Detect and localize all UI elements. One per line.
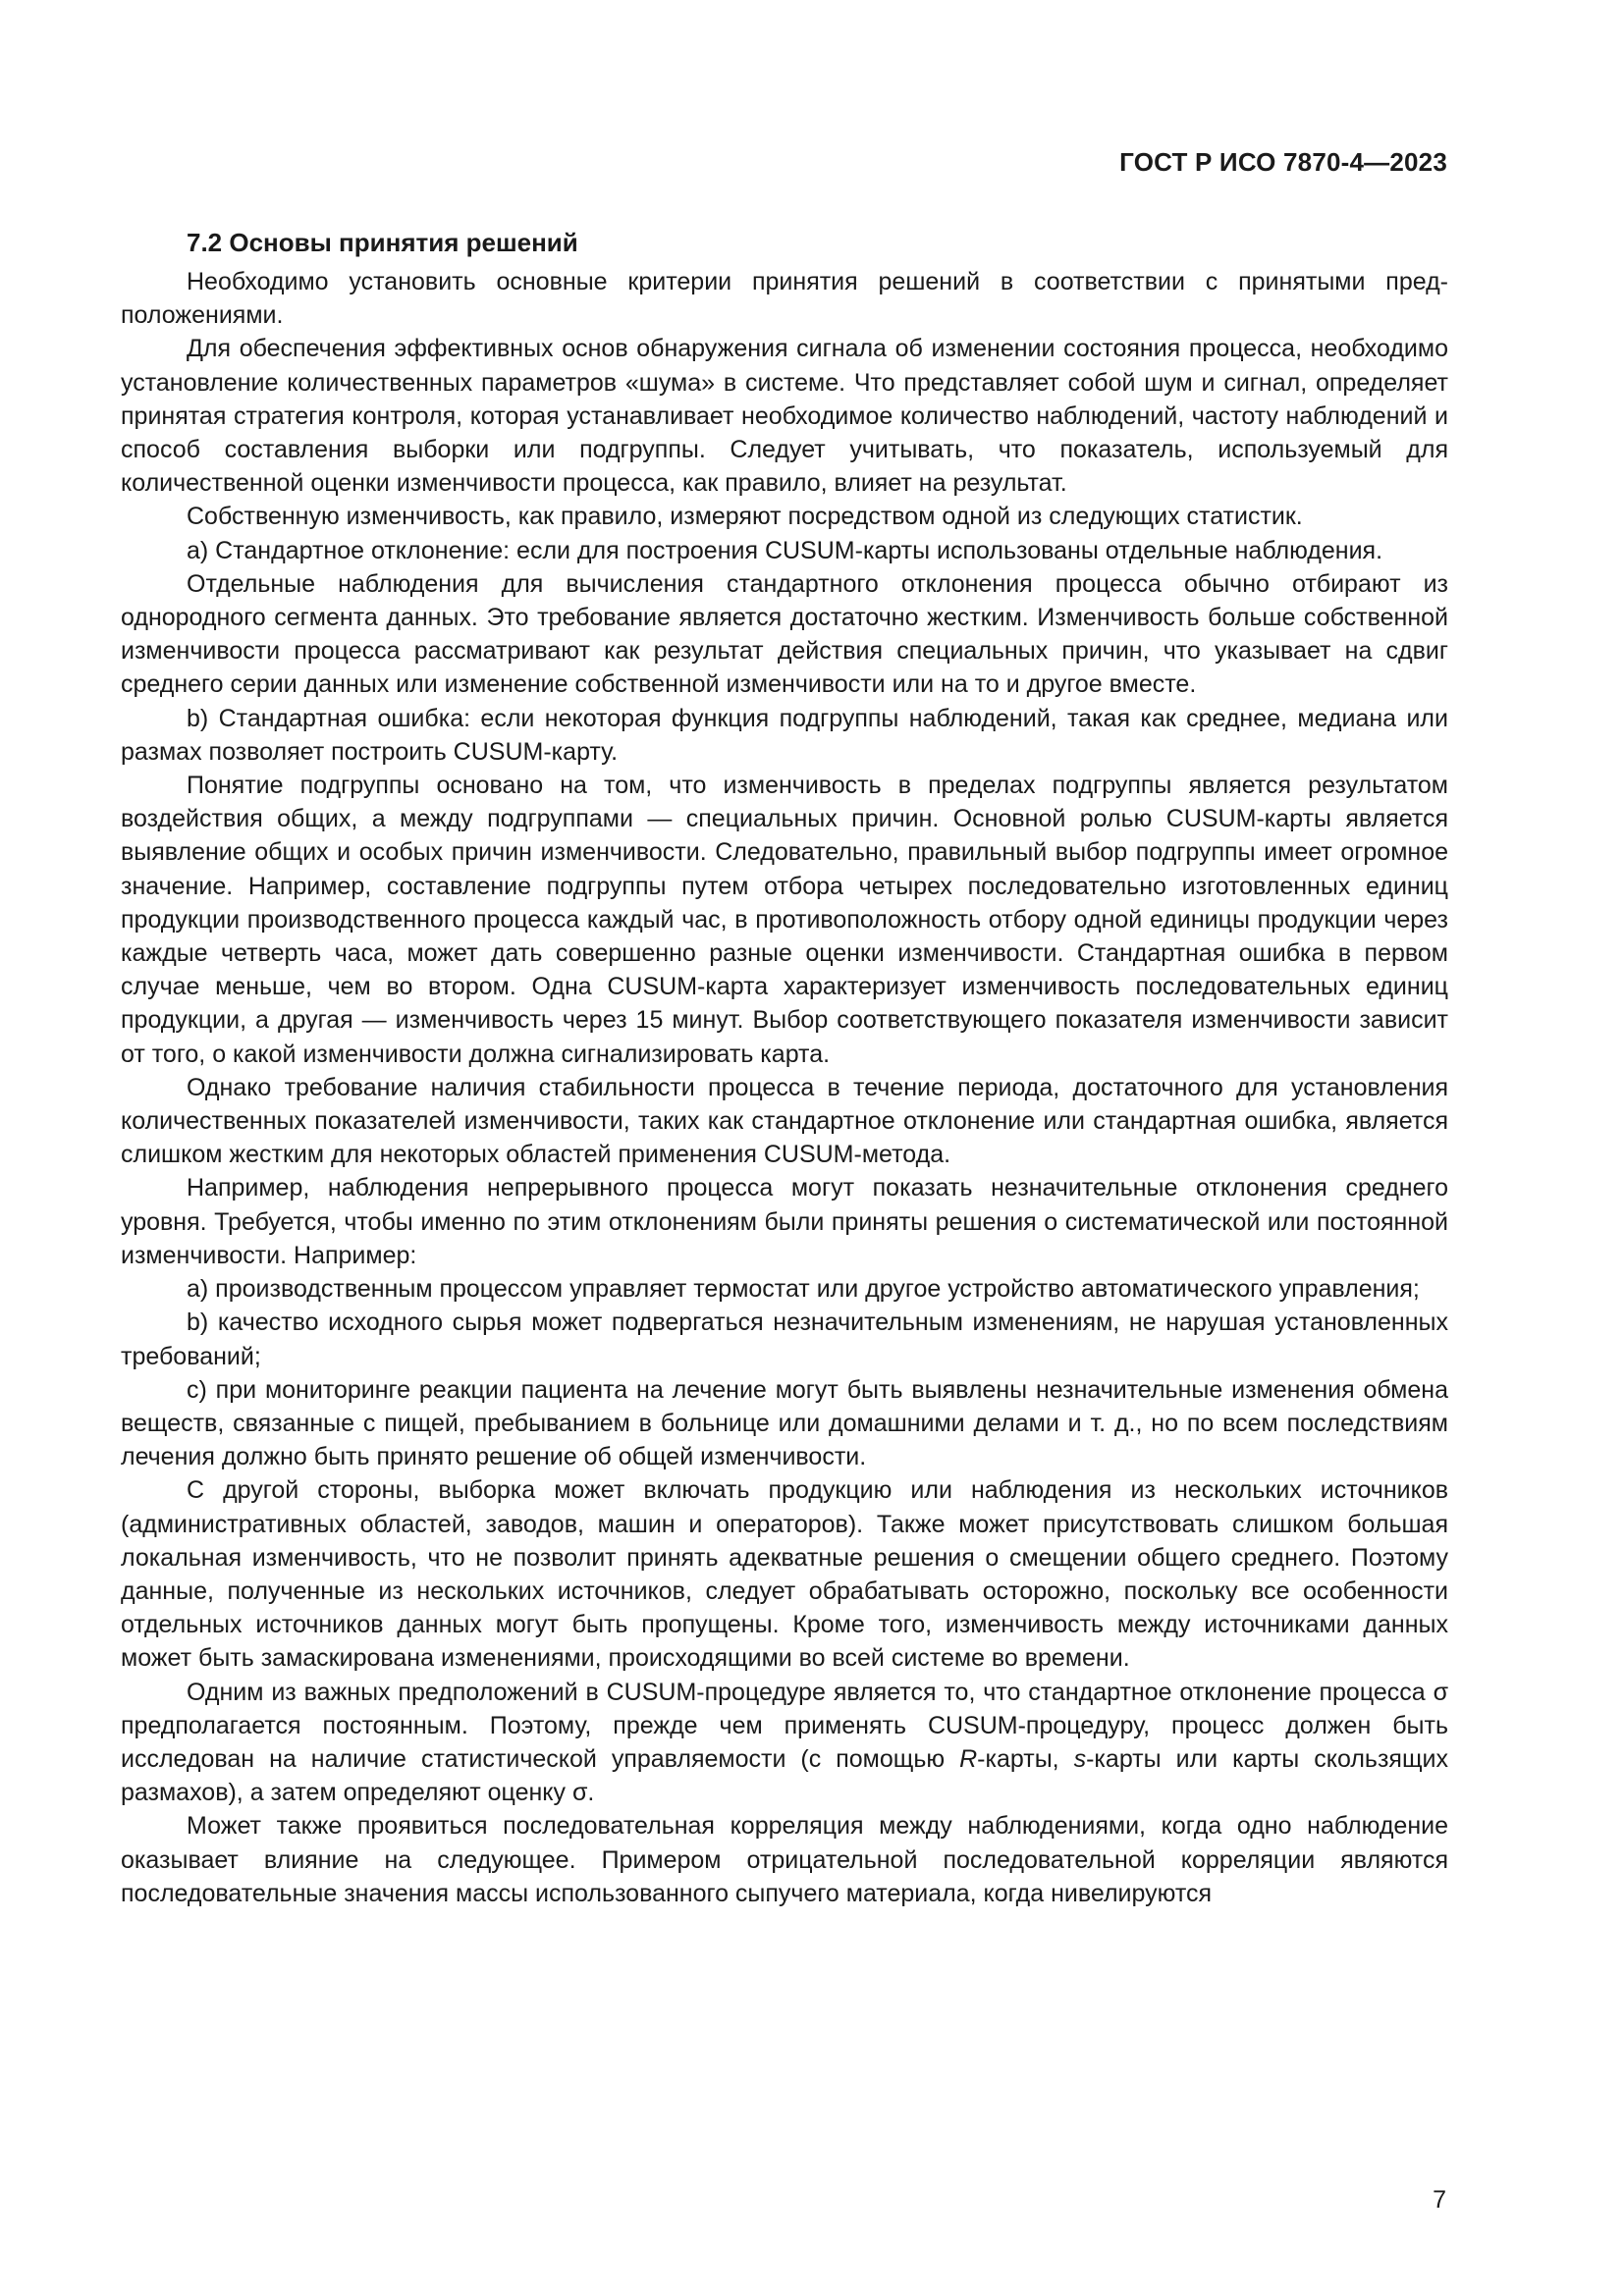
list-item-a: а) Стандартное отклонение: если для построения CUSUM-карты использованы отдельные наблюдения. bbox=[187, 536, 1383, 564]
document-body bbox=[121, 226, 1448, 1910]
paragraph: Например, наблюдения непрерывного процесса могут показать незначительные отклонения среднего уровня. Требуется, чтобы именно по этим отклонениям были приняты решения о систематической или постоянной изменчивости. Например: bbox=[121, 1174, 1448, 1269]
paragraph-sigma bbox=[121, 1676, 1448, 1810]
paragraph: Отдельные наблюдения для вычисления стандартного отклонения процесса обычно отбирают из однородного сегмента данных. Это требование является достаточно жестким. Изменчивость больше собственной изменчивости процесса рассматривают как результат действия специальных причин, что указывает на сдвиг среднего серии данных или изменение собственной изменчивости или на то и другое вместе. bbox=[121, 569, 1448, 699]
document-header: ГОСТ Р ИСО 7870-4—2023 bbox=[1119, 147, 1447, 177]
paragraph: Может также проявиться последовательная корреляция между наблюдениями, когда одно наблюдение оказывает влияние на следующее. Примером отрицательной последовательной корреляции являются последовательные значения массы использованного сыпучего материала, когда нивелируются bbox=[121, 1812, 1448, 1907]
list-item-c: c) при мониторинге реакции пациента на лечение могут быть выявлены незначительные изменения обмена веществ, связанные с пищей, пребыванием в больнице или домашними делами и т. д., но по всем последствиям лечения должно быть принято решение об общей изменчивости. bbox=[121, 1375, 1448, 1471]
list-item-b: b) качество исходного сырья может подвергаться незначительным изменениям, не нарушая установленных требований; bbox=[121, 1308, 1448, 1370]
paragraph: Собственную изменчивость, как правило, измеряют посредством одной из следующих статистик. bbox=[187, 503, 1303, 531]
paragraph-sigma-mid: -карты, bbox=[977, 1744, 1074, 1773]
paragraph: Однако требование наличия стабильности процесса в течение периода, достаточного для установления количественных показателей изменчивости, таких как стандартное отклонение или стандартная ошибка, является слишком жестким для некоторых областей применения CUSUM-метода. bbox=[121, 1073, 1448, 1169]
paragraph-sigma-end: -карты или карты скользящих размахов), а затем определяют оценку σ. bbox=[121, 1744, 1448, 1807]
list-item-b: b) Стандартная ошибка: если некоторая функция подгруппы наблюдений, такая как среднее, медиана или размах позволяет построить CUSUM-карту. bbox=[121, 704, 1448, 766]
s-chart-letter: s bbox=[1073, 1744, 1087, 1773]
paragraph: С другой стороны, выборка может включать продукцию или наблюдения из нескольких источников (административных областей, заводов, машин и операторов). Также может присутствовать слишком большая локальная изменчивость, что не позволит принять адекватные решения о смещении общего среднего. Поэтому данные, полученные из нескольких источников, следует обрабатывать осторожно, поскольку все особенности отдельных источников данных могут быть пропущены. Кроме того, изменчивость между источниками данных может быть замаскирована изменениями, происходящими во всей системе во времени. bbox=[121, 1476, 1448, 1673]
paragraph: Необходимо установить основные критерии принятия решений в соответствии с принятыми предположениями. bbox=[121, 268, 1448, 330]
paragraph: Понятие подгруппы основано на том, что изменчивость в пределах подгруппы является результатом воздействия общих, а между подгруппами — специальных причин. Основной ролью CUSUM-карты является выявление общих и особых причин изменчивости. Следовательно, правильный выбор подгруппы имеет огромное значение. Например, составление подгруппы путем отбора четырех последовательно изготовленных единиц продукции производственного процесса каждый час, в противоположность отбору одной единицы продукции через каждые четверть часа, может дать совершенно разные оценки изменчивости. Стандартная ошибка в первом случае меньше, чем во втором. Одна CUSUM-карта характеризует изменчивость последовательных единиц продукции, а другая — изменчивость через 15 минут. Выбор соответствующего показателя изменчивости зависит от того, о какой изменчивости должна сигнализировать карта. bbox=[121, 772, 1448, 1068]
r-chart-letter: R bbox=[959, 1744, 978, 1773]
section-title: 7.2 Основы принятия решений bbox=[187, 228, 578, 257]
page-number: 7 bbox=[1433, 2186, 1446, 2214]
paragraph-sigma-text: Одним из важных предположений в CUSUM-процедуре является то, что стандартное отклонение процесса σ предполагается постоянным. Поэтому, прежде чем применять CUSUM-процедуру, процесс должен быть исследован на наличие статистической управляемости (с помощью bbox=[121, 1678, 1448, 1773]
paragraph: Для обеспечения эффективных основ обнаружения сигнала об изменении состояния процесса, необходимо установление количественных параметров «шума» в системе. Что представляет собой шум и сигнал, определяет принятая стратегия контроля, которая устанавливает необходимое количество наблюдений, частоту наблюдений и способ составления выборки или подгруппы. Следует учитывать, что показатель, используемый для количественной оценки изменчивости процесса, как правило, влияет на результат. bbox=[121, 335, 1448, 498]
list-item-a: а) производственным процессом управляет термостат или другое устройство автоматического управления; bbox=[187, 1275, 1420, 1304]
